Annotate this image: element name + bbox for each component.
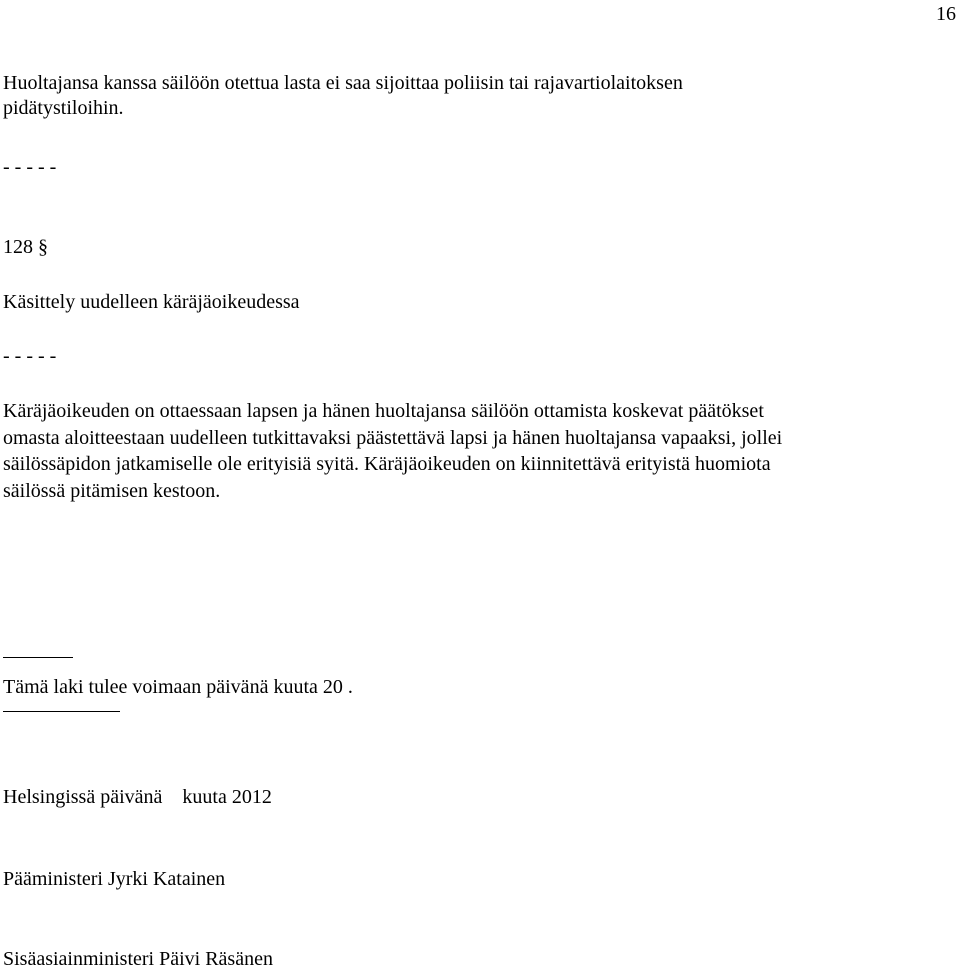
intro-line-1: Huoltajansa kanssa säilöön otettua lasta ei saa sijoittaa poliisin tai rajavartiolaitoksen xyxy=(3,72,683,94)
signature-place-date: Helsingissä päivänä kuuta 2012 xyxy=(3,786,272,808)
body-line-3: säilössäpidon jatkamiselle ole erityisiä syitä. Käräjäoikeuden on kiinnitettävä erityistä huomiota xyxy=(3,453,771,475)
body-line-4: säilössä pitämisen kestoon. xyxy=(3,479,221,502)
omission-separator-2: - - - - - xyxy=(3,345,57,367)
signature-minister: Sisäasiainministeri Päivi Räsänen xyxy=(3,948,273,970)
signature-prime-minister: Pääministeri Jyrki Katainen xyxy=(3,868,226,890)
intro-line-2: pidätystiloihin. xyxy=(3,96,124,119)
omission-separator-1: - - - - - xyxy=(3,156,57,178)
bottom-rule xyxy=(3,711,120,712)
section-number: 128 § xyxy=(3,236,48,258)
entry-into-force: Tämä laki tulee voimaan päivänä kuuta 20 . xyxy=(3,676,353,698)
body-line-2: omasta aloitteestaan uudelleen tutkittavaksi päästettävä lapsi ja hänen huoltajansa vapaaksi, jollei xyxy=(3,426,783,449)
body-paragraph xyxy=(3,398,958,504)
body-line-1: Käräjäoikeuden on ottaessaan lapsen ja hänen huoltajansa säilöön ottamista koskevat päätökset xyxy=(3,400,764,422)
intro-text xyxy=(3,70,958,121)
page-number: 16 xyxy=(936,3,956,25)
top-rule xyxy=(3,657,73,658)
section-title: Käsittely uudelleen käräjäoikeudessa xyxy=(3,291,300,313)
